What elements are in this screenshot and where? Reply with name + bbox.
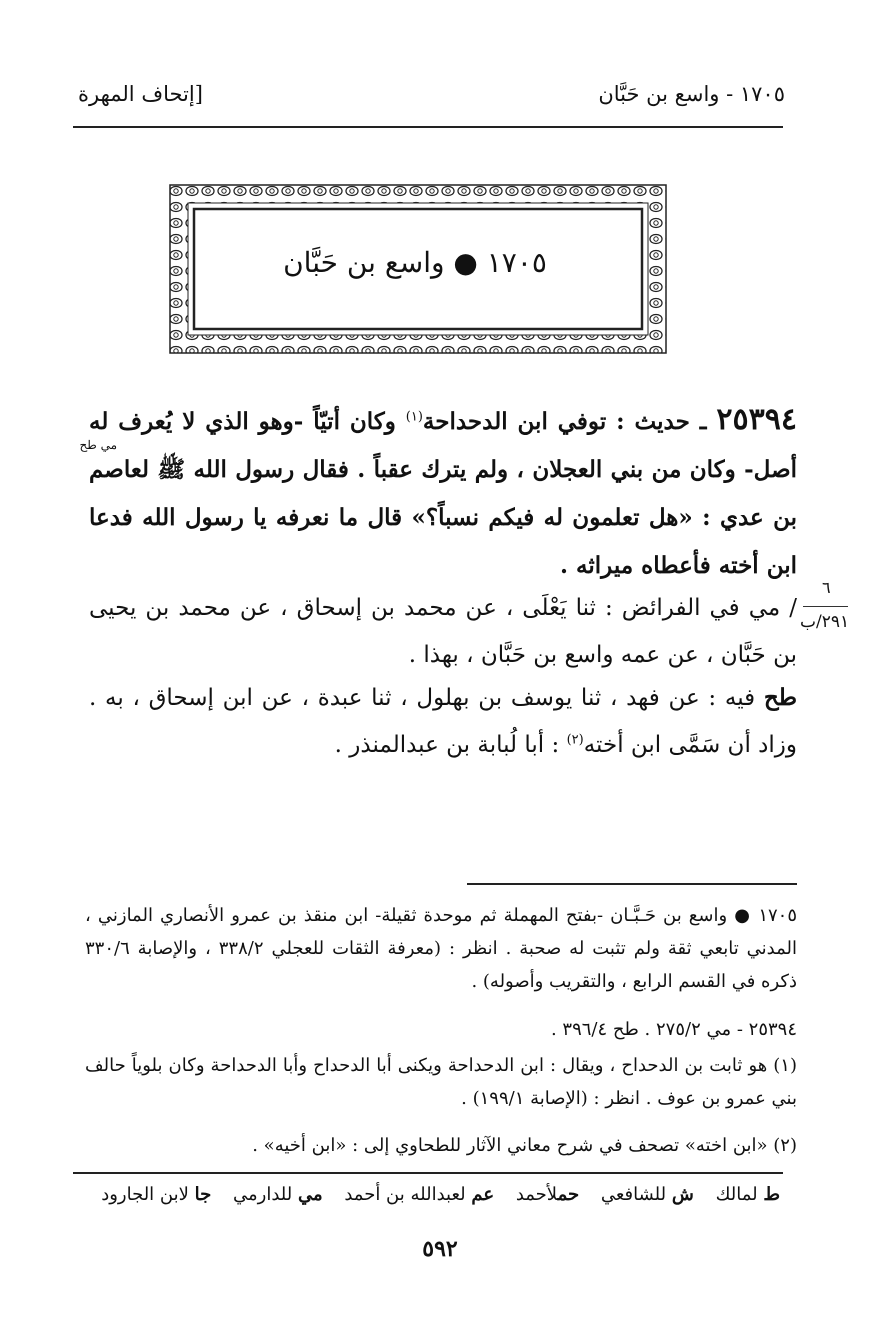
abbreviations-legend (101, 1184, 780, 1205)
margin-note-bottom: ٢٩١/ب (800, 612, 850, 632)
footnote-hadith-refs: ٢٥٣٩٤ - مي ٢٧٥/٢ . طح ٣٩٦/٤ . (550, 1019, 797, 1040)
hadith-text-part2: وكان أتيّاً -وهو الذي لا يُعرف له أصل- وكان من بني العجلان ، ولم يترك عقباً . فقال رسول الله ﷺ لعاصم بن عدي : «هل تعلمون له فيكم نسباً؟» قال ما نعرفه يا رسول الله فدعا ابن أخته فأعطاه ميراثه . (89, 408, 797, 579)
abbr-code: ط (763, 1184, 780, 1205)
footnote-rule (467, 883, 797, 885)
abbr-desc: لمالك (715, 1184, 758, 1205)
footnote-marker-1: (١) (405, 409, 423, 425)
hadith-number: ٢٥٣٩٤ (716, 402, 797, 437)
abbr-desc: لأحمد (515, 1184, 558, 1205)
source-th-lead: طح (763, 684, 797, 711)
source-marker-over: مي طح (79, 438, 117, 452)
abbr-code: حم (557, 1184, 580, 1205)
abbr-desc: لابن الجارود (101, 1184, 189, 1205)
abbr-code: عم (471, 1184, 495, 1205)
source-mi-paragraph: / مي في الفرائض : ثنا يَعْلَى ، عن محمد بن إسحاق ، عن محمد بن يحيى بن حَبَّان ، عن عمه واسع بن حَبَّان ، بهذا . (89, 595, 797, 668)
source-th-text-part1: فيه : عن فهد ، ثنا يوسف بن بهلول ، ثنا عبدة ، عن ابن إسحاق ، به . وزاد أن سَمَّى ابن أخته (89, 685, 797, 758)
running-header-book: [إتحاف المهرة (78, 82, 203, 106)
abbr-desc: للدارمي (232, 1184, 293, 1205)
running-header-chapter: ١٧٠٥ - واسع بن حَبَّان (598, 82, 785, 106)
abbr-desc: لعبدالله بن أحمد (344, 1184, 466, 1205)
abbr-code: مي (297, 1184, 323, 1205)
source-th-paragraph (89, 674, 797, 769)
margin-note-top: ٦ (822, 578, 831, 597)
header-rule (73, 126, 783, 128)
hadith-text-part1: توفي ابن الدحداحة (422, 408, 617, 435)
abbr-code: جا (194, 1184, 212, 1205)
abbr-code: ش (671, 1184, 694, 1205)
margin-note-rule (803, 606, 848, 607)
page-number: ٥٩٢ (422, 1236, 458, 1262)
footnote-2: (٢) «ابن اخته» تصحف في شرح معاني الآثار للطحاوي إلى : «ابن أخيه» . (252, 1135, 797, 1156)
footnote-narrator: ١٧٠٥ ● واسع بن حَـبَّـان -بفتح المهملة ثم موحدة ثقيلة- ابن منقذ بن عمرو الأنصاري المازني ، المدني تابعي ثقة ولم تثبت له صحبة . انظر : (معرفة الثقات للعجلي ٣٣٨/٢ ، والإصابة ٣٣٠/٦ ذكره في القسم الرابع ، والتقريب وأصوله) . (85, 905, 797, 992)
abbr-desc: للشافعي (600, 1184, 667, 1205)
footnote-marker-2: (٢) (566, 732, 584, 748)
bottom-rule (73, 1172, 783, 1174)
hadith-paragraph (89, 396, 797, 590)
hadith-lead: ـ حديث : (616, 408, 717, 435)
ornament-title: ١٧٠٥ ● واسع بن حَبَّان (283, 246, 547, 279)
footnote-1: (١) هو ثابت بن الدحداح ، ويقال : ابن الدحداحة ويكنى أبا الدحداح وأبا الدحداحة وكان بلوياً حالف بني عمرو بن عوف . انظر : (الإصابة ١٩٩/١) . (85, 1055, 797, 1109)
source-th-text-part2: : أبا لُبابة بن عبدالمنذر . (334, 732, 567, 758)
